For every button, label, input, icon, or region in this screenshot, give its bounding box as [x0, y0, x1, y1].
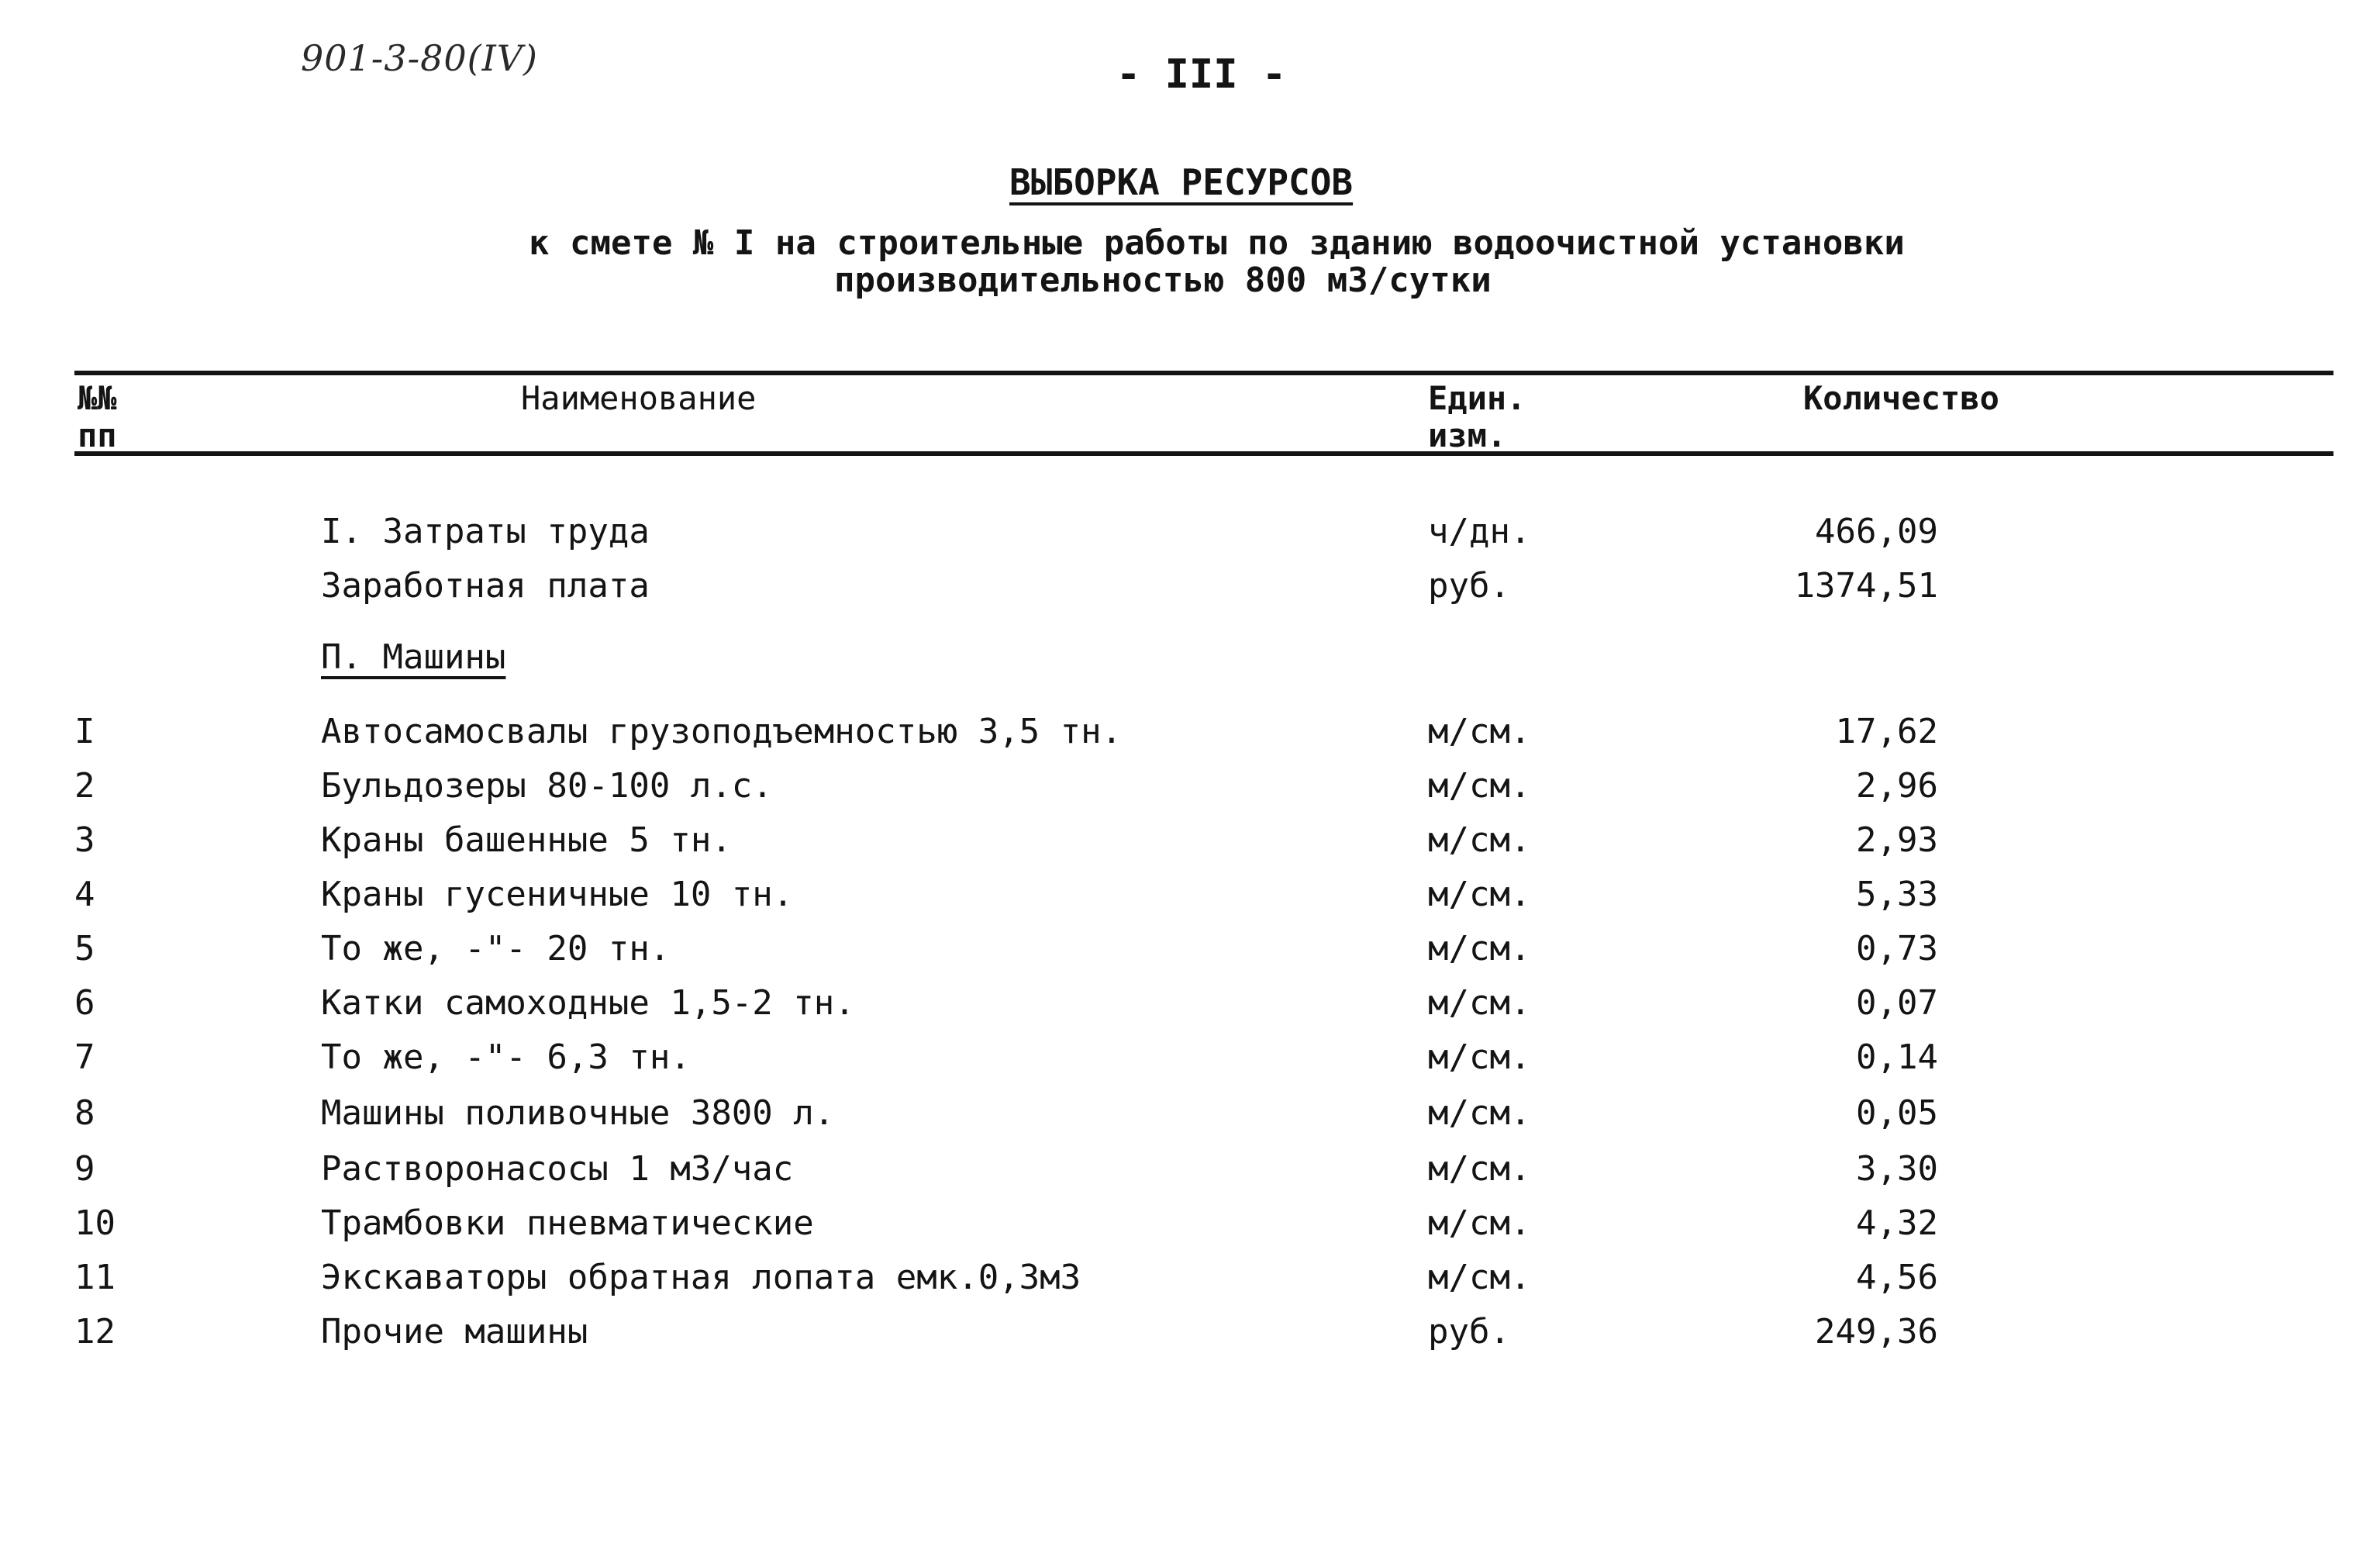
row-number: I: [74, 712, 95, 751]
column-header-quantity: Количество: [1803, 379, 1999, 417]
row-number: 5: [74, 929, 95, 968]
row-unit: м/см.: [1428, 1203, 1531, 1243]
row-unit: руб.: [1428, 566, 1510, 606]
handwritten-code: 901-3-80(IV): [301, 37, 538, 79]
row-quantity: 4,56: [1856, 1258, 1938, 1297]
row-name: Прочие машины: [321, 1312, 588, 1352]
row-name: Растворонасосы 1 м3/час: [321, 1149, 794, 1189]
row-number: 10: [74, 1203, 116, 1243]
row-name: Катки самоходные 1,5-2 тн.: [321, 983, 855, 1023]
row-unit: м/см.: [1428, 1258, 1531, 1297]
row-number: 11: [74, 1258, 116, 1297]
document-title: ВЫБОРКА РЕСУРСОВ: [1009, 161, 1354, 203]
row-name: Краны башенные 5 тн.: [321, 820, 732, 860]
row-unit: м/см.: [1428, 875, 1531, 914]
row-quantity: 4,32: [1856, 1203, 1938, 1243]
row-quantity: 0,07: [1856, 983, 1938, 1023]
row-name: Заработная плата: [321, 566, 650, 606]
row-quantity: 17,62: [1835, 712, 1938, 751]
column-header-number: №№ пп: [78, 379, 117, 454]
table-header-rule: [74, 451, 2333, 456]
row-number: 8: [74, 1093, 95, 1133]
document-subtitle-line-2: производительностью 800 м3/сутки: [834, 261, 1492, 300]
row-number: 7: [74, 1037, 95, 1077]
row-unit: м/см.: [1428, 712, 1531, 751]
row-name: Бульдозеры 80-100 л.с.: [321, 766, 773, 806]
row-unit: м/см.: [1428, 983, 1531, 1023]
row-number: 9: [74, 1149, 95, 1189]
row-name: Машины поливочные 3800 л.: [321, 1093, 835, 1133]
row-number: 4: [74, 875, 95, 914]
row-unit: руб.: [1428, 1312, 1510, 1352]
row-unit: м/см.: [1428, 929, 1531, 968]
row-quantity: 2,93: [1856, 820, 1938, 860]
document-subtitle-line-1: к смете № I на строительные работы по зданию водоочистной установки: [529, 223, 1905, 263]
row-number: 6: [74, 983, 95, 1023]
row-unit: м/см.: [1428, 1093, 1531, 1133]
row-quantity: 0,73: [1856, 929, 1938, 968]
row-quantity: 1374,51: [1794, 566, 1938, 606]
row-name: Краны гусеничные 10 тн.: [321, 875, 794, 914]
row-name: I. Затраты труда: [321, 512, 650, 551]
row-unit: м/см.: [1428, 1037, 1531, 1077]
row-number: 2: [74, 766, 95, 806]
row-name: Автосамосвалы грузоподъемностью 3,5 тн.: [321, 712, 1123, 751]
row-quantity: 5,33: [1856, 875, 1938, 914]
row-name: Трамбовки пневматические: [321, 1203, 814, 1243]
row-quantity: 2,96: [1856, 766, 1938, 806]
row-quantity: 249,36: [1815, 1312, 1938, 1352]
row-unit: м/см.: [1428, 766, 1531, 806]
column-header-name: Наименование: [521, 379, 757, 417]
row-quantity: 3,30: [1856, 1149, 1938, 1189]
row-number: 12: [74, 1312, 116, 1352]
row-quantity: 0,05: [1856, 1093, 1938, 1133]
row-name: Экскаваторы обратная лопата емк.0,3м3: [321, 1258, 1081, 1297]
column-header-unit: Един. изм.: [1428, 379, 1526, 454]
row-number: 3: [74, 820, 95, 860]
row-quantity: 0,14: [1856, 1037, 1938, 1077]
section-heading-machines: П. Машины: [321, 637, 506, 677]
row-unit: ч/дн.: [1428, 512, 1531, 551]
table-top-rule: [74, 371, 2333, 375]
row-name: То же, -"- 20 тн.: [321, 929, 671, 968]
row-name: То же, -"- 6,3 тн.: [321, 1037, 691, 1077]
row-unit: м/см.: [1428, 1149, 1531, 1189]
row-quantity: 466,09: [1815, 512, 1938, 551]
page-number: - III -: [1116, 51, 1287, 98]
row-unit: м/см.: [1428, 820, 1531, 860]
